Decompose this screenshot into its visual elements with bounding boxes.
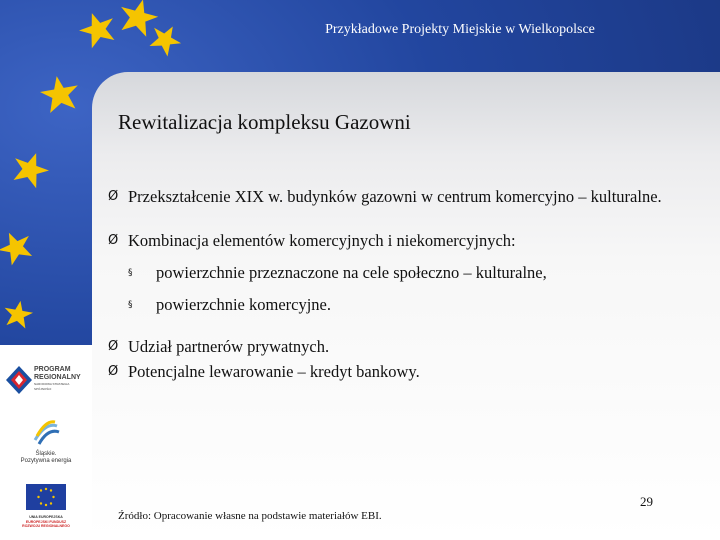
program-regionalny-logo: PROGRAM REGIONALNY NARODOWA STRATEGIA SPÓJNOŚCI [6,360,86,400]
source-note: Źródło: Opracowanie własne na podstawie materiałów EBI. [118,510,382,522]
eu-flag-icon [26,484,66,510]
program-logo-icon [6,366,32,394]
sub-bullet-item [108,294,698,316]
arrow-bullet-icon: Ø [108,233,119,248]
bullet-item [108,336,698,358]
header-title: Przykładowe Projekty Miejskie w Wielkopolsce [325,22,595,37]
star-icon [145,19,186,59]
arrow-bullet-icon: Ø [108,189,119,204]
star-icon [38,73,82,114]
arrow-bullet-icon: Ø [108,364,119,379]
bullet-text: Potencjalne lewarowanie – kredyt bankowy. [128,362,420,381]
sub-bullet-text: powierzchnie przeznaczone na cele społeczno – kulturalne, [156,263,547,282]
bullet-item [108,186,698,208]
bullet-text: Udział partnerów prywatnych. [128,337,330,356]
bullet-item [108,230,698,252]
bullet-item [108,361,698,383]
bullet-text: Kombinacja elementów komercyjnych i niekomercyjnych: [128,231,516,250]
slaskie-logo: Śląskie. Pozytywna energia [6,418,86,468]
eu-logo: UNIA EUROPEJSKA EUROPEJSKI FUNDUSZ ROZWOJU REGIONALNEGO [6,484,86,534]
sub-bullet-item [108,262,698,284]
star-icon [8,147,53,190]
slide-title: Rewitalizacja kompleksu Gazowni [118,110,411,134]
star-icon [75,7,120,50]
square-bullet-icon: § [128,268,133,278]
slaskie-logo-icon [31,418,61,446]
star-icon [0,226,37,268]
page-number: 29 [640,494,653,509]
arrow-bullet-icon: Ø [108,339,119,354]
star-icon [2,298,35,329]
star-icon [115,0,161,38]
square-bullet-icon: § [128,300,133,310]
sub-bullet-text: powierzchnie komercyjne. [156,295,332,314]
slide-content [108,186,698,383]
bullet-text: Przekształcenie XIX w. budynków gazowni w centrum komercyjno – kulturalne. [128,187,662,206]
